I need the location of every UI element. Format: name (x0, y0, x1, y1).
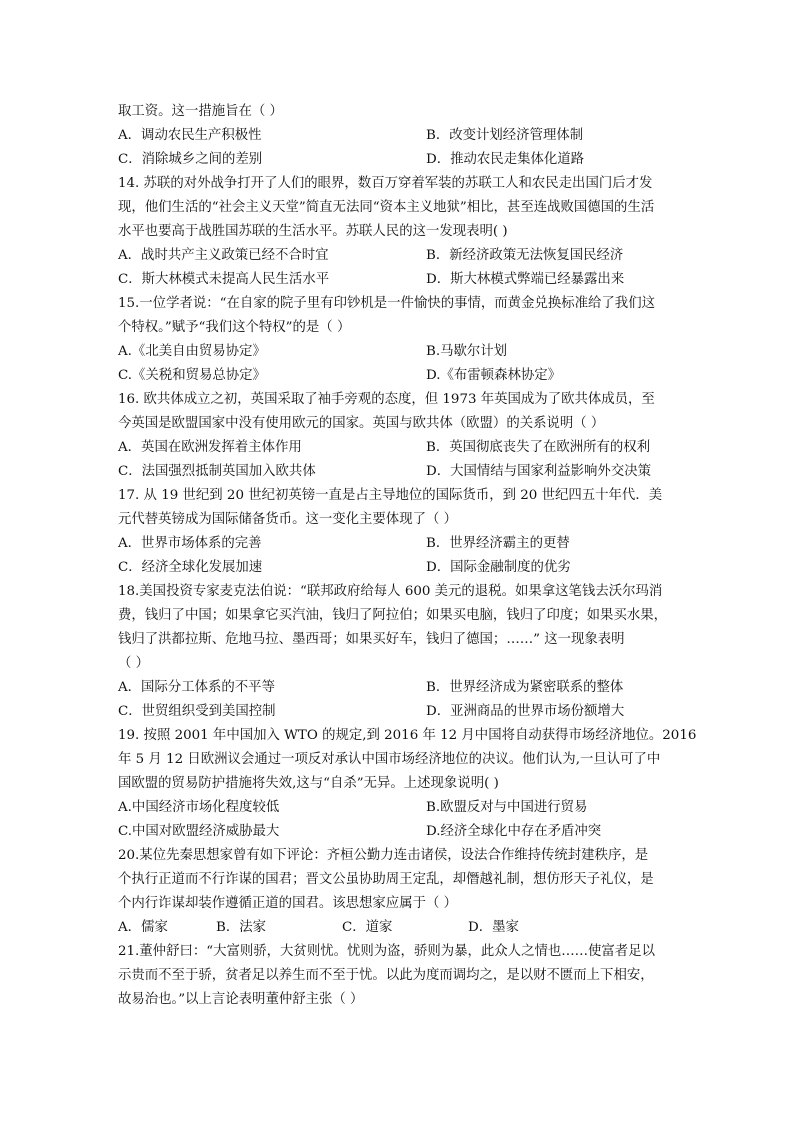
option-d: D．推动农民走集体化道路 (426, 152, 585, 167)
option-a: A．调动农民生产积极性 (118, 128, 262, 143)
question-stem-line: 个执行正道而不行诈谋的国君；晋文公虽协助周王定乱，却僭越礼制，想仿形天子礼仪，是 (118, 872, 654, 887)
options-row (118, 700, 678, 724)
option-b: B．新经济政策无法恢复国民经济 (426, 248, 624, 263)
options-row (118, 124, 678, 148)
option-a: A.《北美自由贸易协定》 (118, 344, 266, 359)
question-stem-line: 个内行诈谋却装作遵循正道的国君。该思想家应属于（ ） (118, 896, 458, 911)
options-row (118, 556, 678, 580)
option-c: C．世贸组织受到美国控制 (118, 704, 276, 719)
question-17 (118, 484, 678, 580)
question-18 (118, 580, 678, 724)
option-d: D．墨家 (468, 920, 519, 935)
option-c: C．斯大林模式未提高人民生活水平 (118, 272, 330, 287)
option-d: D.《布雷顿森林协定》 (426, 368, 562, 383)
question-stem-line: 17. 从 19 世纪到 20 世纪初英镑一直是占主导地位的国际货币，到 20 世纪四五十年代．美 (118, 488, 663, 503)
question-15 (118, 292, 678, 388)
exam-page (118, 100, 697, 1012)
question-stem-line: 国欧盟的贸易防护措施将失效,这与“自杀”无异。上述现象说明( ) (118, 776, 499, 791)
option-d: D．斯大林模式弊端已经暴露出来 (426, 272, 625, 287)
option-b: B.马歇尔计划 (426, 344, 508, 359)
question-stem-line: 16. 欧共体成立之初，英国采取了袖手旁观的态度，但 1973 年英国成为了欧共体成员，至 (118, 392, 655, 407)
question-stem-line: 个特权。”赋予“我们这个特权”的是（ ） (118, 320, 351, 335)
options-row (118, 436, 678, 460)
question-21 (118, 940, 678, 1012)
question-13-tail (118, 100, 678, 172)
options-row (118, 676, 678, 700)
option-a: A.中国经济市场化程度较低 (118, 800, 280, 815)
options-row (118, 796, 678, 820)
option-b: B．世界经济成为紧密联系的整体 (426, 680, 624, 695)
question-stem-line: 示贵而不至于骄，贫者足以养生而不至于忧。以此为度而调均之，是以财不匮而上下相安， (118, 968, 654, 983)
question-14 (118, 172, 678, 292)
option-b: B．世界经济霸主的更替 (426, 536, 570, 551)
option-a: A．战时共产主义政策已经不合时宜 (118, 248, 329, 263)
options-row (118, 364, 678, 388)
question-stem-line: 故易治也。”以上言论表明董仲舒主张（ ） (118, 992, 364, 1007)
options-row (118, 244, 678, 268)
option-c: C．道家 (342, 920, 393, 935)
question-20 (118, 844, 678, 940)
option-d: D．国际金融制度的优劣 (426, 560, 571, 575)
options-row (118, 460, 678, 484)
question-16 (118, 388, 678, 484)
option-a: A．国际分工体系的不平等 (118, 680, 275, 695)
option-d: D.经济全球化中存在矛盾冲突 (426, 824, 602, 839)
option-c: C.《关税和贸易总协定》 (118, 368, 266, 383)
options-row (118, 820, 678, 844)
option-c: C．经济全球化发展加速 (118, 560, 263, 575)
option-c: C．法国强烈抵制英国加入欧共体 (118, 464, 316, 479)
option-a: A．儒家 (118, 920, 168, 935)
option-c: C．消除城乡之间的差别 (118, 152, 263, 167)
question-19 (118, 724, 697, 844)
question-stem-line: 21.董仲舒曰：“大富则骄，大贫则忧。忧则为盗，骄则为暴，此众人之情也……使富者足以 (118, 944, 655, 959)
option-b: B．法家 (216, 920, 267, 935)
question-stem-line: 14. 苏联的对外战争打开了人们的眼界，数百万穿着军装的苏联工人和农民走出国门后才发 (118, 176, 653, 191)
option-c: C.中国对欧盟经济威胁最大 (118, 824, 280, 839)
options-row (118, 148, 678, 172)
question-stem-line: 现，他们生活的“社会主义天堂”简直无法同“资本主义地狱”相比，甚至连战败国德国的生活 (118, 200, 655, 215)
option-d: D．大国情结与国家利益影响外交决策 (426, 464, 651, 479)
question-stem-line: 年 5 月 12 日欧洲议会通过一项反对承认中国市场经济地位的决议。他们认为,一旦认可了中 (118, 752, 661, 767)
option-d: D．亚洲商品的世界市场份额增大 (426, 704, 625, 719)
question-stem-line: （ ） (118, 656, 150, 671)
options-row (118, 532, 678, 556)
option-b: B.欧盟反对与中国进行贸易 (426, 800, 588, 815)
question-stem-line: 费，钱归了中国；如果拿它买汽油，钱归了阿拉伯；如果买电脑，钱归了印度；如果买水果， (118, 608, 668, 623)
question-stem-line: 钱归了洪都拉斯、危地马拉、墨西哥；如果买好车，钱归了德国；……” 这一现象表明 (118, 632, 625, 647)
option-a: A．英国在欧洲发挥着主体作用 (118, 440, 302, 455)
option-b: B．英国彻底丧失了在欧洲所有的权利 (426, 440, 651, 455)
option-a: A．世界市场体系的完善 (118, 536, 262, 551)
question-stem-line: 今英国是欧盟国家中没有使用欧元的国家。英国与欧共体（欧盟）的关系说明（ ） (118, 416, 605, 431)
options-row (118, 340, 678, 364)
question-stem-line: 15.一位学者说：“在自家的院子里有印钞机是一件愉快的事情，而黄金兑换标准给了我们这 (118, 296, 655, 311)
question-stem-line: 水平也要高于战胜国苏联的生活水平。苏联人民的这一发现表明( ) (118, 224, 508, 239)
options-row (118, 916, 678, 940)
question-stem-line: 20.某位先秦思想家曾有如下评论：齐桓公勤力连击诸侯，设法合作维持传统封建秩序，是 (118, 848, 649, 863)
option-b: B．改变计划经济管理体制 (426, 128, 584, 143)
question-stem-line: 18.美国投资专家麦克法伯说：“联邦政府给每人 600 美元的退税。如果拿这笔钱去沃尔玛消 (118, 584, 663, 599)
question-stem-line: 19. 按照 2001 年中国加入 WTO 的规定,到 2016 年 12 月中国将自动获得市场经济地位。2016 (118, 728, 697, 743)
question-stem-line: 取工资。这一措施旨在（ ） (118, 104, 283, 119)
options-row (118, 268, 678, 292)
question-stem-line: 元代替英镑成为国际储备货币。这一变化主要体现了（ ） (118, 512, 458, 527)
